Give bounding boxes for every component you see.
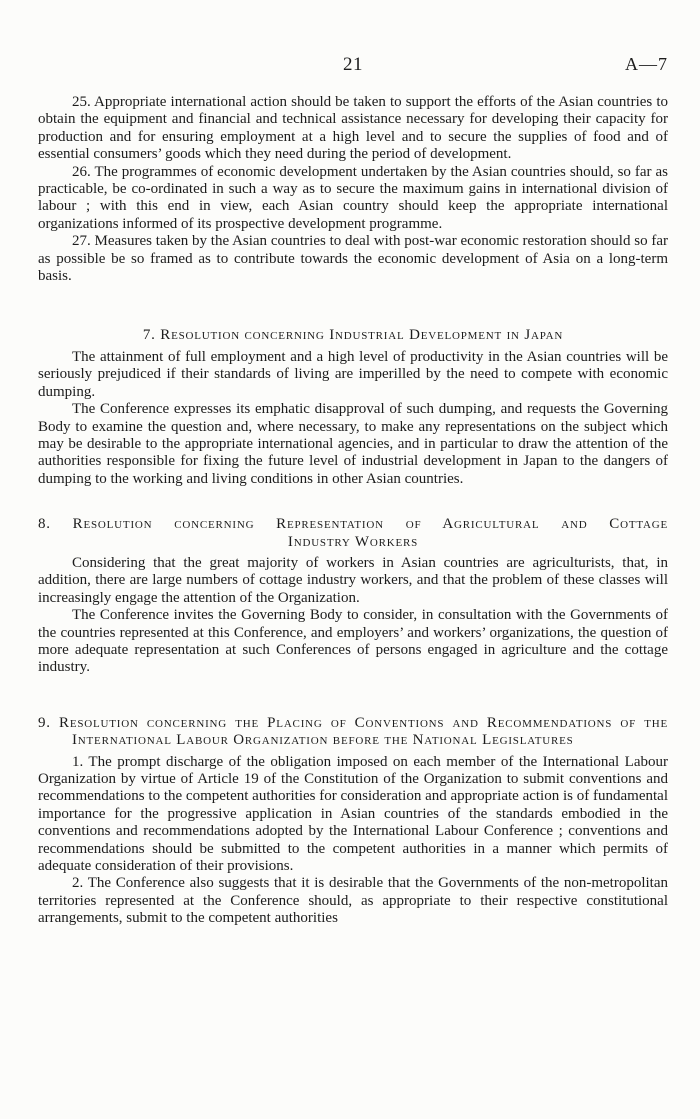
section-7-paragraph-2: The Conference expresses its emphatic disapproval of such dumping, and requests the Governing Body to examine the question and, where necessary, to make any representations on the subject which may be desirable to the appropriate international agencies, and in particular to draw the attention of the authorities responsible for fixing the future level of industrial development in Japan to the dangers of dumping to the working and living conditions in other Asian countries. <box>38 401 668 487</box>
page-reference: A—7 <box>625 54 668 74</box>
section-8-paragraph-2: The Conference invites the Governing Body to consider, in consultation with the Governments of the countries represented at this Conference, and employers’ and workers’ organizations, the question of more adequate representation at such Conferences of persons engaged in agriculture and the cottage industry. <box>38 607 668 676</box>
paragraph-27: 27. Measures taken by the Asian countries to deal with post-war economic restoration should so far as possible be so framed as to contribute towards the economic development of Asia on a long-term basis. <box>38 233 668 285</box>
section-8-heading-continued: Industry Workers <box>287 533 419 550</box>
section-9-paragraph-2: 2. The Conference also suggests that it is desirable that the Governments of the non-metropolitan territories represented at the Conference should, as appropriate to their respective constitutional arrangements, submit to the competent authorities <box>38 875 668 927</box>
section-9-paragraph-1: 1. The prompt discharge of the obligation imposed on each member of the International Labour Organization by virtue of Article 19 of the Constitution of the Organization to submit conventions and recommendations to the competent authorities for consideration and appropriate action is of fundamental importance for the progressive application in Asian countries of the standards embodied in the conventions and recommendations adopted by the International Labour Conference ; conventions and recommendations should be submitted to the competent authorities in a manner which permits of adequate consideration of their provisions. <box>38 753 668 875</box>
page-number: 21 <box>343 54 363 75</box>
document-body <box>38 94 668 928</box>
section-9-heading: 9. Resolution concerning the Placing of Conventions and Recommendations of the International Labour Organization before the National Legislatures <box>38 714 668 749</box>
paragraph-26: 26. The programmes of economic development undertaken by the Asian countries should, so far as practicable, be co-ordinated in such a way as to secure the maximum gains in international division of labour ; with this end in view, each Asian country should keep the appropriate international organizations informed of its prospective development programme. <box>38 163 668 232</box>
section-7-paragraph-1: The attainment of full employment and a high level of productivity in the Asian countries will be seriously prejudiced if their standards of living are imperilled by the need to compete with economic dumping. <box>38 348 668 400</box>
paragraph-25: 25. Appropriate international action should be taken to support the efforts of the Asian countries to obtain the equipment and financial and technical assistance necessary for developing their capacity for production and for ensuring employment at a high level and to secure the supplies of food and of essential consumers’ goods which they need during the period of development. <box>38 94 668 163</box>
page-header <box>38 0 668 75</box>
section-8-heading: 8. Resolution concerning Representation of Agricultural and Cottage <box>38 516 668 533</box>
section-7-heading: 7. Resolution concerning Industrial Development in Japan <box>142 327 564 344</box>
section-8-paragraph-1: Considering that the great majority of workers in Asian countries are agriculturists, that, in addition, there are large numbers of cottage industry workers, and that the problem of these classes will increasingly engage the attention of the Organization. <box>38 554 668 606</box>
